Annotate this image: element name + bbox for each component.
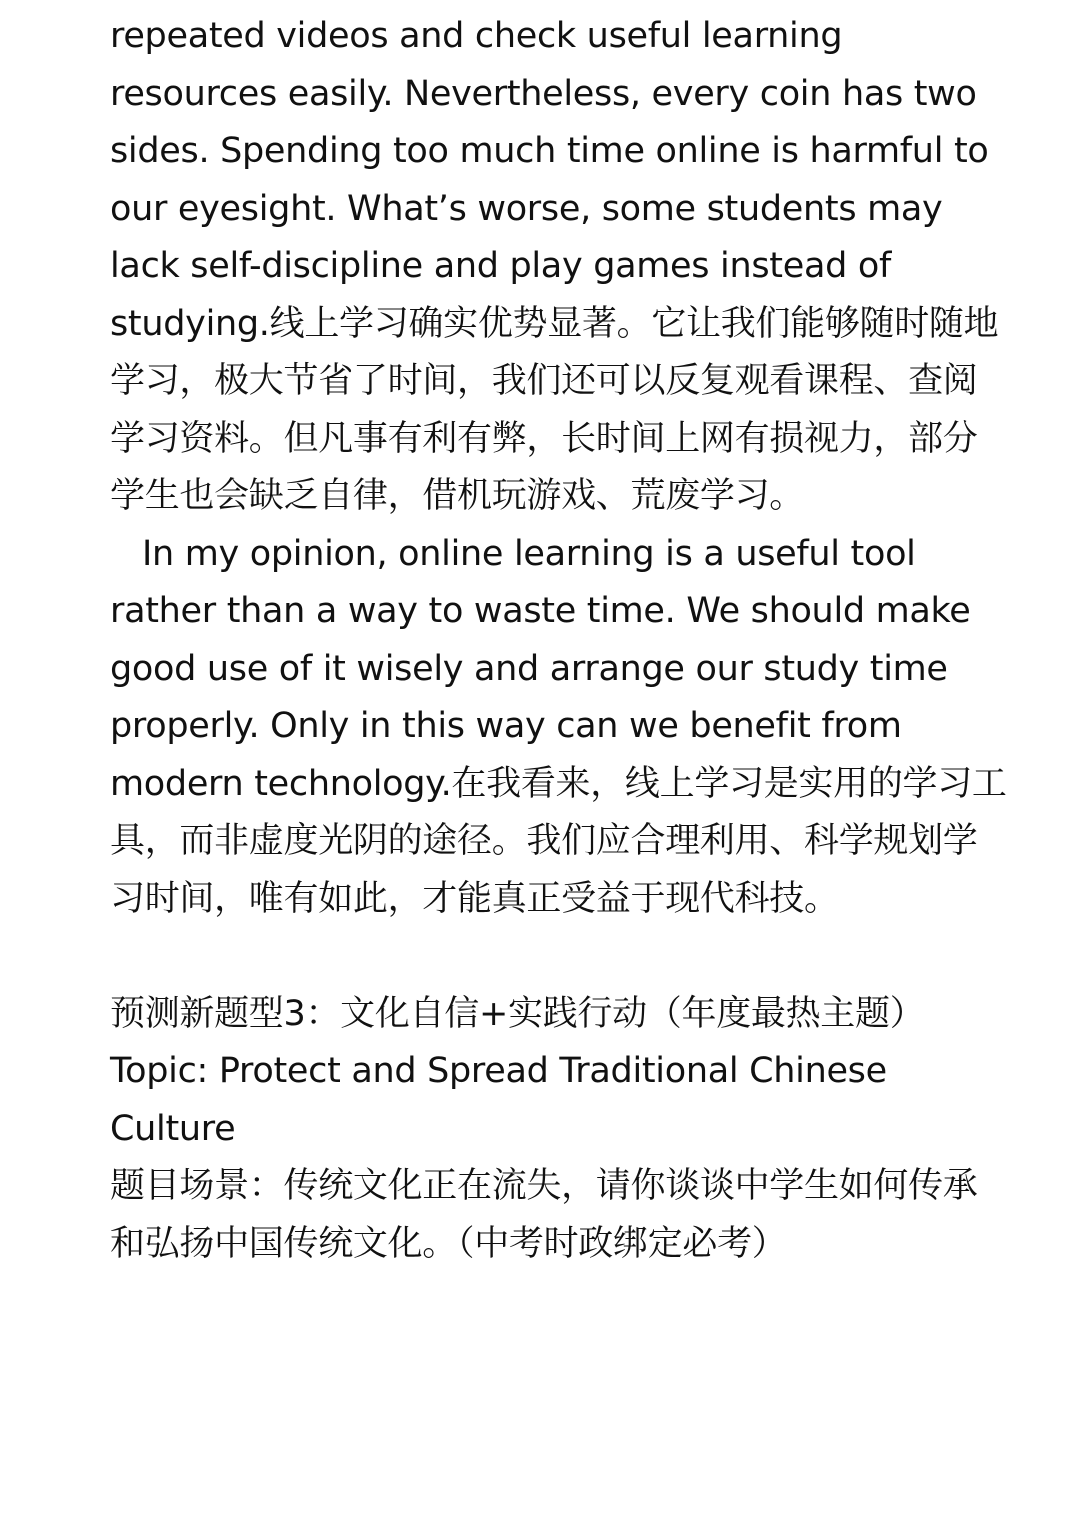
section-heading: 预测新题型3：文化自信+实践行动（年度最热主题） — [110, 993, 925, 1034]
article-body — [110, 8, 1010, 1273]
paragraph-opinion: In my opinion, online learning is a useful tool rather than a way to waste time. We should make good use of it wisely and arrange our study time properly. Only in this way can we benefit from modern technology.在我看来，线上学习是实用的学习工具，而非虚度光阴的途径。我们应合理利用、科学规划学习时间，唯有如此，才能真正受益于现代科技。 — [110, 533, 1007, 919]
paragraph-online-learning-drawbacks: repeated videos and check useful learning resources easily. Nevertheless, every coin has two sides. Spending too much time online is harmful to our eyesight. What’s worse, some students may lack self-discipline and play games instead of studying.线上学习确实优势显著。它让我们能够随时随地学习，极大节省了时间，我们还可以反复观看课程、查阅学习资料。但凡事有利有弊，长时间上网有损视力，部分学生也会缺乏自律，借机玩游戏、荒废学习。 — [110, 16, 999, 516]
topic-line: Topic: Protect and Spread Traditional Chinese Culture — [110, 1051, 887, 1149]
paragraph-spacer — [110, 928, 1010, 986]
scenario-line: 题目场景：传统文化正在流失，请你谈谈中学生如何传承和弘扬中国传统文化。（中考时政绑定必考） — [110, 1166, 978, 1264]
